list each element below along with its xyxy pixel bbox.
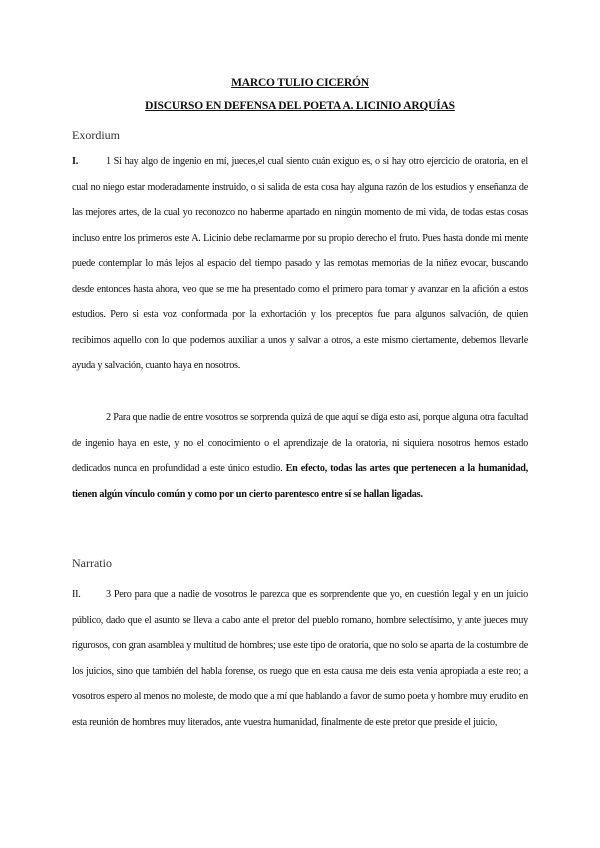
work-title: DISCURSO EN DEFENSA DEL POETA A. LICINIO ARQUÍAS	[145, 100, 455, 112]
title-block	[0, 72, 600, 118]
section-heading-exordium: Exordium	[72, 128, 120, 142]
paragraph-3	[72, 582, 528, 735]
author-title: MARCO TULIO CICERÓN	[231, 77, 369, 89]
section-heading-narratio: Narratio	[72, 556, 112, 570]
roman-marker-ii: II.	[72, 589, 81, 600]
paragraph-1	[72, 149, 528, 379]
roman-marker-i: I.	[72, 156, 79, 167]
paragraph-3-text: 3 Pero para que a nadie de vosotros le parezca que es sorprendente que yo, en cuestión legal y en un juicio público, dado que el asunto se lleva a cabo ante el pretor del pueblo romano, hombre selectísimo, y ante jueces muy rigurosos, con gran asamblea y multitud de hombres; use este tipo de oratoria, que no solo se aparta de la costumbre de los juicios, sino que también del habla forense, os ruego que en esta causa me deis esta venia apropiada a este reo; a vosotros espero al menos no moleste, de modo que a mí que hablando a favor de sumo poeta y hombre muy erudito en esta reunión de hombres muy literados, ante vuestra humanidad, finalmente de este pretor que preside el juicio,	[72, 589, 528, 728]
paragraph-2-text: 2 Para que nadie de entre vosotros se sorprenda quizá de que aquí se diga esto así, porque alguna otra facultad de ingenio haya en este, y no el conocimiento o el aprendizaje de la oratoria, ni siquiera nosotros hemos estado dedicados nunca en profundidad a este único estudio.	[72, 412, 528, 474]
paragraph-1-text: 1 Si hay algo de ingenio en mí, jueces,el cual siento cuán exiguo es, o si hay otro ejercicio de oratoria, en el cual no niego estar moderadamente instruido, o si salida de esta cosa hay alguna razón de los estudios y enseñanza de las mejores artes, de la cual yo reconozco no haberme apartado en ningún momento de mi vida, de todas estas cosas incluso entre los primeros este A. Licinio debe reclamarme por su propio derecho el fruto. Pues hasta donde mi mente puede contemplar lo más lejos al espacio del tiempo pasado y las remotas memorias de la niñez evocar, buscando desde entonces hasta ahora, veo que se me ha presentado como el primero para tomar y avanzar en la afición a estos estudios. Pero si esta voz conformada por la exhortación y los preceptos fue para algunos salvación, de quien recibimos aquello con lo que podemos auxiliar a unos y salvar a otros, a este mismo ciertamente, debemos llevarle ayuda y salvación, cuanto haya en nosotros.	[72, 156, 528, 371]
paragraph-2-bold-text: En efecto, todas las artes que pertenecen a la humanidad, tienen algún vínculo común y como por un cierto parentesco entre sí se hallan ligadas.	[72, 463, 529, 500]
paragraph-2	[72, 405, 528, 507]
